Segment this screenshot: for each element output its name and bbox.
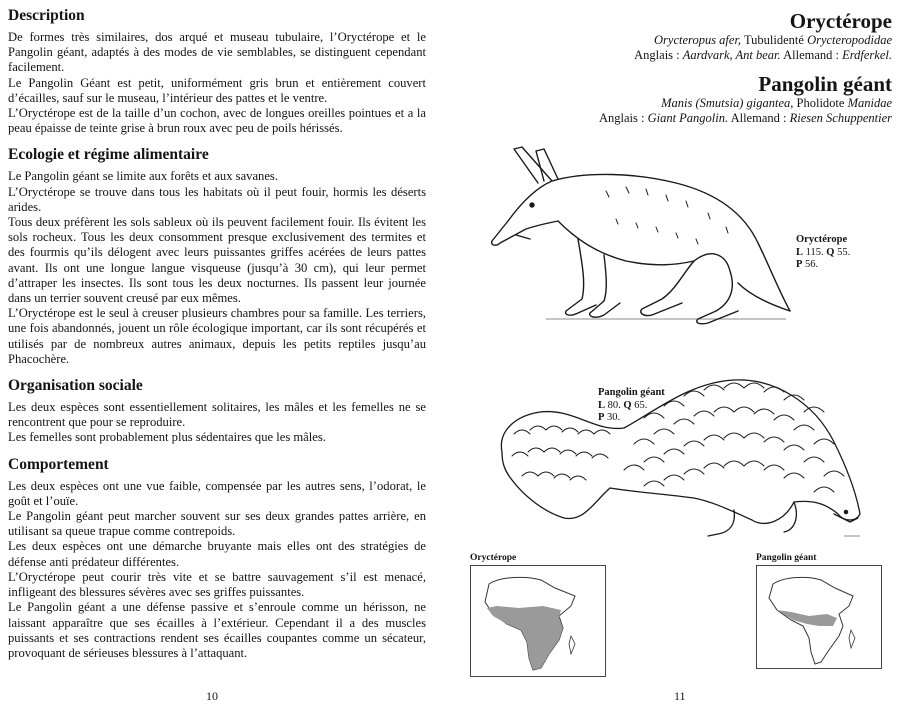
scientific-name: Manis (Smutsia) gigantea, [661, 96, 794, 110]
english-label: Anglais : [598, 111, 645, 125]
stats-aardvark [796, 234, 850, 272]
paragraph: Les deux espèces ont une vue faible, compensée par les autres sens, l’odorat, le goût et l’ouïe. [8, 478, 426, 508]
english-label: Anglais : [634, 48, 680, 62]
species-header-pangolin [599, 73, 892, 126]
section-organisation [8, 376, 426, 446]
german-label: Allemand : [783, 48, 839, 62]
range-map-aardvark [470, 553, 606, 677]
paragraph: Le Pangolin géant peut marcher souvent sur ses deux grandes pattes arrière, en utilisant sa queue trapue comme contrepoids. [8, 509, 426, 539]
species-title: Pangolin géant [758, 72, 892, 96]
paragraph: Tous deux préfèrent les sols sableux où ils peuvent facilement fouir. Ils évitent les sols rocheux. Tous les deux consomment presque exclusivement des termites et des fourmis qu’ils délogent avec leurs puissantes griffes acérées de leurs pattes avant. Ils ont une longue langue visqueuse (jusqu’à 30 cm), qui leur permet d’attraper les insectes. Ils sont tous les deux nocturnes. Ils passent leur journée dans un terrier souvent creusé par eux mêmes. [8, 215, 426, 306]
stats-pangolin [598, 387, 665, 425]
section-description [8, 6, 426, 136]
section-title: Ecologie et régime alimentaire [8, 146, 209, 164]
page-right [450, 0, 900, 717]
range-area [487, 606, 563, 670]
stats-name: Pangolin géant [598, 387, 665, 398]
taxonomy-line [599, 96, 892, 111]
map-frame [756, 565, 882, 669]
section-ecologie [8, 145, 426, 367]
paragraph: De formes très similaires, dos arqué et museau tubulaire, l’Oryctérope et le Pangolin géant, adaptés à des modes de vie semblables, se distinguent cependant facilement. [8, 30, 426, 75]
common-names-line [599, 111, 892, 126]
english-name: Aardvark, Ant bear. [682, 48, 781, 62]
pangolin-illustration [494, 372, 864, 542]
section-comportement [8, 455, 426, 661]
text-column [8, 6, 426, 661]
common-names-line [634, 48, 892, 63]
stats-name: Oryctérope [796, 234, 848, 245]
section-title: Description [8, 7, 85, 24]
page-number: 10 [206, 689, 218, 703]
africa-map [471, 566, 605, 676]
family-name: Orycteropodidae [807, 33, 892, 47]
section-title: Organisation sociale [8, 377, 143, 395]
section-title: Comportement [8, 455, 109, 473]
paragraph: Le Pangolin géant se limite aux forêts et aux savanes. [8, 169, 278, 184]
map-label: Pangolin géant [756, 553, 817, 563]
english-name: Giant Pangolin. [647, 111, 729, 125]
scientific-name: Orycteropus afer, [654, 33, 742, 47]
paragraph: Les deux espèces sont essentiellement solitaires, les mâles et les femelles ne se rencontrent que pour se reproduire. [8, 400, 426, 430]
paragraph: Les deux espèces ont une démarche bruyante mais elles ont des stratégies de défense anti prédateur différentes. [8, 539, 426, 569]
german-name: Riesen Schuppentier [789, 111, 892, 125]
paragraph: Le Pangolin Géant est petit, uniformément gris brun et entièrement couvert d’écailles, sauf sur le museau, l’intérieur des pattes et le ventre. [8, 75, 426, 105]
map-label: Oryctérope [470, 553, 517, 563]
africa-map [757, 566, 881, 668]
map-frame [470, 565, 606, 677]
stats-line: P 56. [796, 259, 819, 270]
range-map-pangolin [756, 553, 882, 669]
family-name: Manidae [847, 96, 892, 110]
german-name: Erdferkel. [842, 48, 892, 62]
paragraph: Le Pangolin géant a une défense passive et s’enroule comme un hérisson, ne laissant apparaître que ses écailles à l’extérieur. Cependant il a des muscles puissants et ses contractions rendent ses écailles coupantes comme un sécateur, provoquant de sérieuses blessures à l’attaquant. [8, 600, 426, 660]
taxonomy-line [634, 33, 892, 48]
paragraph: L’Oryctérope est de la taille d’un cochon, avec de longues oreilles pointues et a la peau épaisse de teinte grise à brun roux avec peu de poils hérissés. [8, 106, 426, 136]
order-name: Pholidote [796, 96, 845, 110]
page-number: 11 [674, 689, 686, 703]
aardvark-illustration [486, 143, 796, 328]
order-name: Tubulidenté [743, 33, 804, 47]
stats-line: L 115. Q 55. [796, 246, 851, 258]
species-header-aardvark [634, 10, 892, 63]
paragraph: Les femelles sont probablement plus sédentaires que les mâles. [8, 430, 326, 445]
german-label: Allemand : [730, 111, 787, 125]
paragraph: L’Oryctérope se trouve dans tous les habitats où il peut fouir, hormis les déserts arides. [8, 184, 426, 214]
species-title: Oryctérope [789, 9, 892, 33]
stats-line: P 30. [598, 412, 621, 423]
stats-line: L 80. Q 65. [598, 399, 648, 411]
paragraph: L’Oryctérope peut courir très vite et se battre sauvagement s’il est menacé, infligeant des blessures sévères avec ses griffes puissantes. [8, 569, 426, 600]
paragraph: L’Oryctérope est le seul à creuser plusieurs chambres pour sa famille. Les terriers, une fois abandonnés, jouent un rôle écologique important, car ils sont récupérés et utilisés par de nombreux autres animaux, depuis les petits reptiles jusqu’au Phacochère. [8, 306, 426, 366]
